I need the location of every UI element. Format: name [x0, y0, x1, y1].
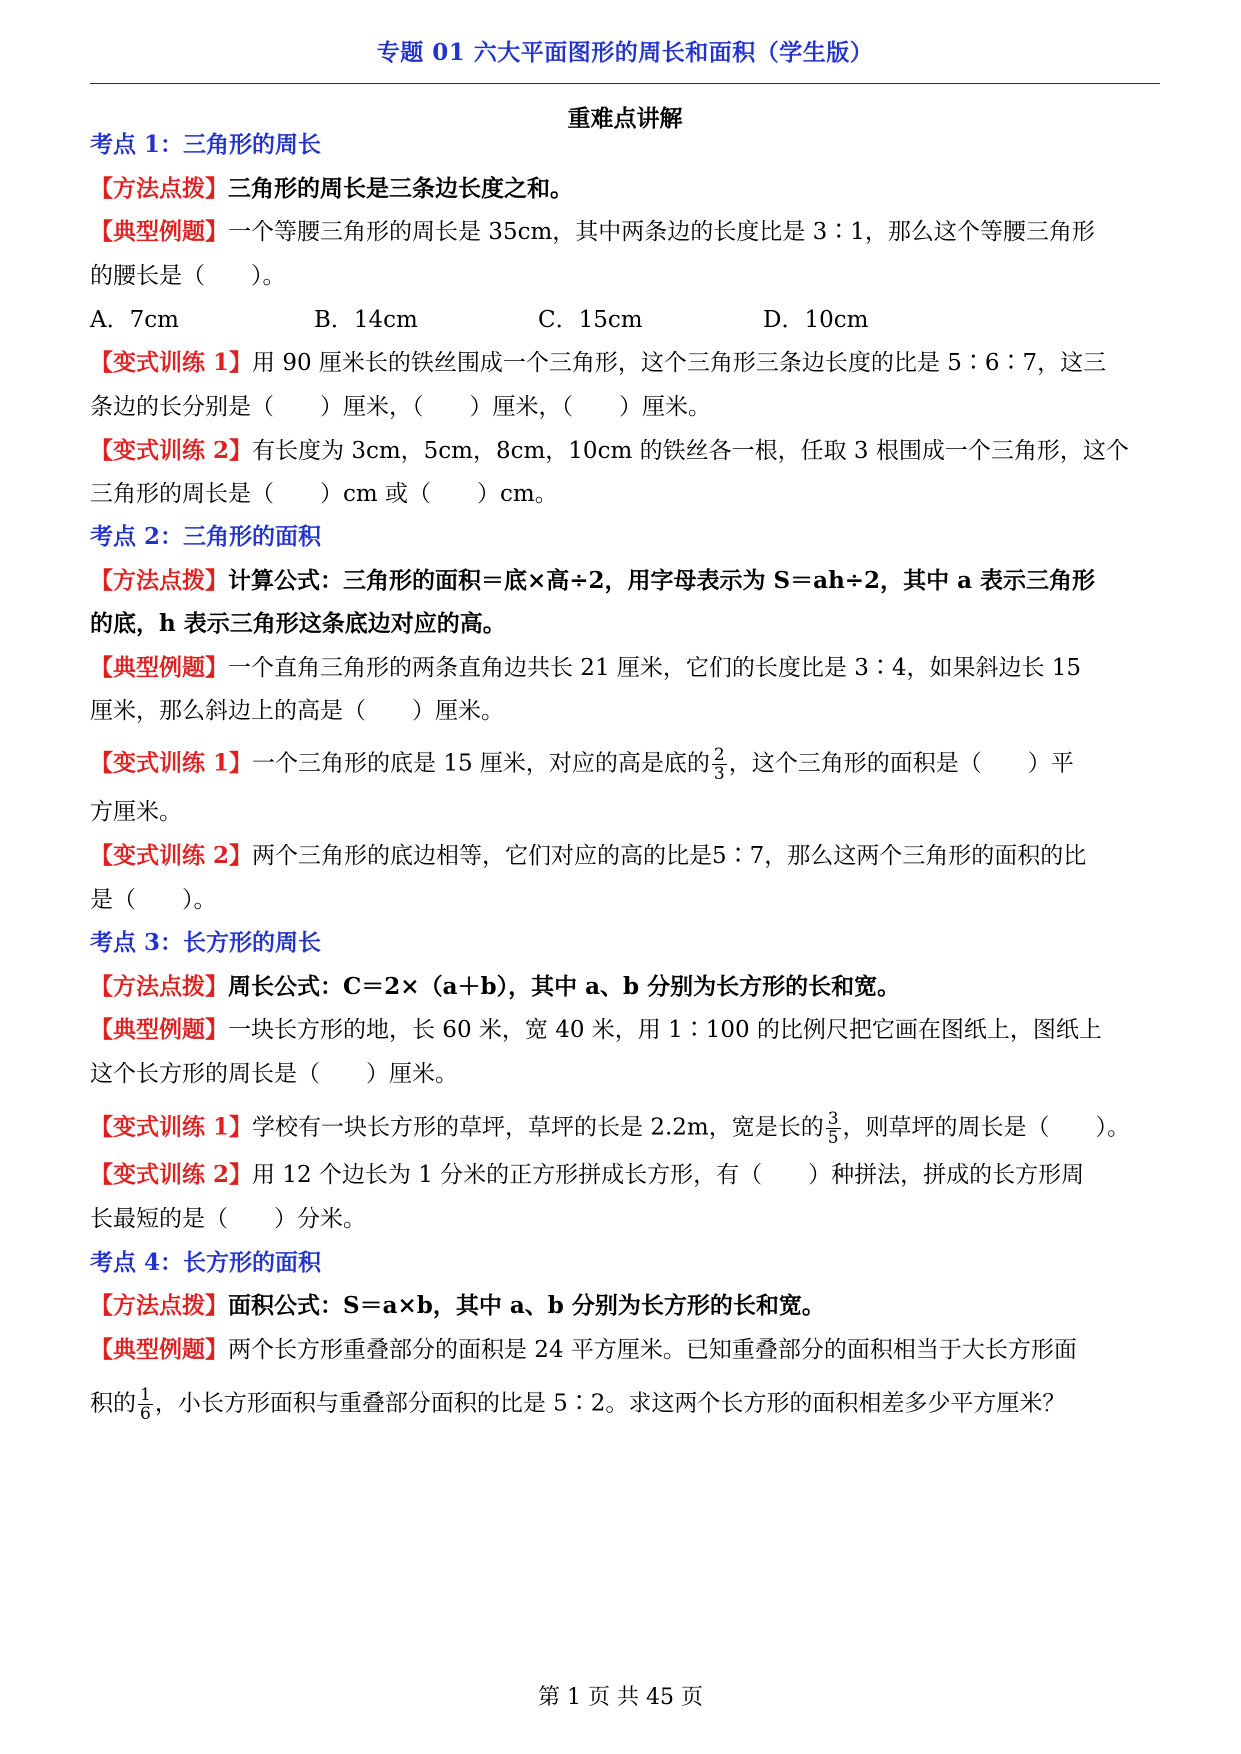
fraction [138, 1386, 153, 1423]
header-divider [90, 83, 1160, 84]
fraction-denominator: 6 [140, 1404, 151, 1424]
kp3-variant1 [90, 1110, 1160, 1147]
example-text: 一块长方形的地，长 60 米，宽 40 米，用 1∶100 的比例尺把它画在图纸上，图纸上 [228, 1017, 1102, 1043]
method-tag: 【方法点拨】 [90, 567, 228, 594]
variant1-tag: 【变式训练 1】 [90, 1113, 253, 1141]
method-text: 三角形的周长是三条边长度之和。 [228, 175, 573, 202]
kp2-heading: 考点 2：三角形的面积 [90, 523, 322, 550]
kp2-example-line1 [90, 653, 1160, 683]
kp3-variant2-line2: 长最短的是（ ）分米。 [90, 1206, 366, 1232]
kp2-method-line1 [90, 566, 1160, 596]
document-title: 专题 01 六大平面图形的周长和面积（学生版） [376, 39, 874, 66]
method-tag: 【方法点拨】 [90, 973, 228, 1000]
variant2-tag: 【变式训练 2】 [90, 1161, 253, 1188]
kp3-example-line1 [90, 1015, 1160, 1045]
option-c: C．15cm [538, 307, 643, 333]
fraction-denominator: 3 [713, 764, 725, 784]
kp1-heading: 考点 1：三角形的周长 [90, 131, 322, 158]
method-tag: 【方法点拨】 [90, 175, 228, 202]
kp1-variant1-line1 [90, 348, 1160, 378]
variant2-tag: 【变式训练 2】 [90, 842, 253, 869]
variant1-text-post: ，这个三角形的面积是（ ）平 [728, 750, 1074, 777]
variant2-text: 两个三角形的底边相等，它们对应的高的比是5∶7，那么这两个三角形的面积的比 [252, 843, 1087, 869]
kp3-method [90, 972, 1160, 1002]
kp3-example-line2: 这个长方形的周长是（ ）厘米。 [90, 1061, 458, 1087]
variant2-text: 有长度为 3cm，5cm，8cm，10cm 的铁丝各一根，任取 3 根围成一个三角形，这个 [252, 438, 1129, 464]
kp1-method [90, 174, 1160, 204]
example-tag: 【典型例题】 [90, 1336, 228, 1363]
kp1-example-line1 [90, 217, 1160, 247]
kp2-variant1-line1 [90, 746, 1160, 783]
kp2-variant1-line2: 方厘米。 [90, 799, 182, 825]
kp1-example-line2: 的腰长是（ ）。 [90, 263, 286, 289]
example-tag: 【典型例题】 [90, 218, 228, 245]
kp3-heading: 考点 3：长方形的周长 [90, 929, 322, 956]
variant1-text-post: ，则草坪的周长是（ ）。 [842, 1114, 1131, 1141]
variant1-text: 学校有一块长方形的草坪，草坪的长是 2.2m，宽是长的 [252, 1114, 824, 1141]
kp1-variant1-line2: 条边的长分别是（ ）厘米，（ ）厘米，（ ）厘米。 [90, 394, 711, 420]
example-text: 两个长方形重叠部分的面积是 24 平方厘米。已知重叠部分的面积相当于大长方形面 [228, 1337, 1077, 1363]
kp1-variant2-line1 [90, 436, 1160, 466]
method-text: 计算公式：三角形的面积＝底×高÷2，用字母表示为 S＝ah÷2，其中 a 表示三角形 [228, 567, 1095, 594]
kp4-method [90, 1291, 1160, 1321]
fraction-numerator: 3 [827, 1109, 839, 1129]
example-text-pre: 积的 [90, 1390, 136, 1417]
fraction-numerator: 2 [713, 745, 725, 765]
example-text: 一个等腰三角形的周长是 35cm，其中两条边的长度比是 3∶1，那么这个等腰三角形 [228, 219, 1095, 245]
kp4-example-line2 [90, 1386, 1160, 1423]
section-heading: 重难点讲解 [567, 105, 683, 132]
kp4-example-line1 [90, 1335, 1160, 1365]
option-b: B．14cm [314, 307, 418, 333]
fraction-numerator: 1 [140, 1385, 151, 1405]
variant1-tag: 【变式训练 1】 [90, 349, 253, 376]
variant1-text: 一个三角形的底是 15 厘米，对应的高是底的 [252, 750, 710, 777]
kp4-heading: 考点 4：长方形的面积 [90, 1249, 322, 1276]
method-text: 周长公式：C＝2×（a＋b），其中 a、b 分别为长方形的长和宽。 [228, 973, 901, 1000]
method-tag: 【方法点拨】 [90, 1292, 228, 1319]
example-text: 一个直角三角形的两条直角边共长 21 厘米，它们的长度比是 3∶4，如果斜边长 15 [228, 655, 1082, 681]
fraction [712, 746, 727, 783]
variant2-tag: 【变式训练 2】 [90, 437, 253, 464]
variant1-text: 用 90 厘米长的铁丝围成一个三角形，这个三角形三条边长度的比是 5∶6∶7，这三 [252, 350, 1107, 376]
option-d: D．10cm [763, 307, 869, 333]
kp2-method-line2: 的底，h 表示三角形这条底边对应的高。 [90, 610, 506, 637]
method-text: 面积公式：S＝a×b，其中 a、b 分别为长方形的长和宽。 [228, 1292, 825, 1319]
variant2-text: 用 12 个边长为 1 分米的正方形拼成长方形，有（ ）种拼法，拼成的长方形周 [252, 1162, 1085, 1188]
kp1-variant2-line2: 三角形的周长是（ ）cm 或（ ）cm。 [90, 481, 558, 507]
page-footer: 第 1 页 共 45 页 [538, 1685, 703, 1710]
kp2-variant2-line2: 是（ ）。 [90, 887, 217, 913]
kp3-variant2-line1 [90, 1160, 1160, 1190]
option-a: A．7cm [90, 307, 179, 333]
fraction [826, 1110, 841, 1147]
fraction-denominator: 5 [827, 1128, 839, 1148]
kp2-example-line2: 厘米，那么斜边上的高是（ ）厘米。 [90, 698, 504, 724]
example-tag: 【典型例题】 [90, 654, 228, 681]
example-text-post: ，小长方形面积与重叠部分面积的比是 5∶2。求这两个长方形的面积相差多少平方厘米？ [154, 1390, 1066, 1417]
kp2-variant2-line1 [90, 841, 1160, 871]
variant1-tag: 【变式训练 1】 [90, 749, 253, 777]
example-tag: 【典型例题】 [90, 1016, 228, 1043]
